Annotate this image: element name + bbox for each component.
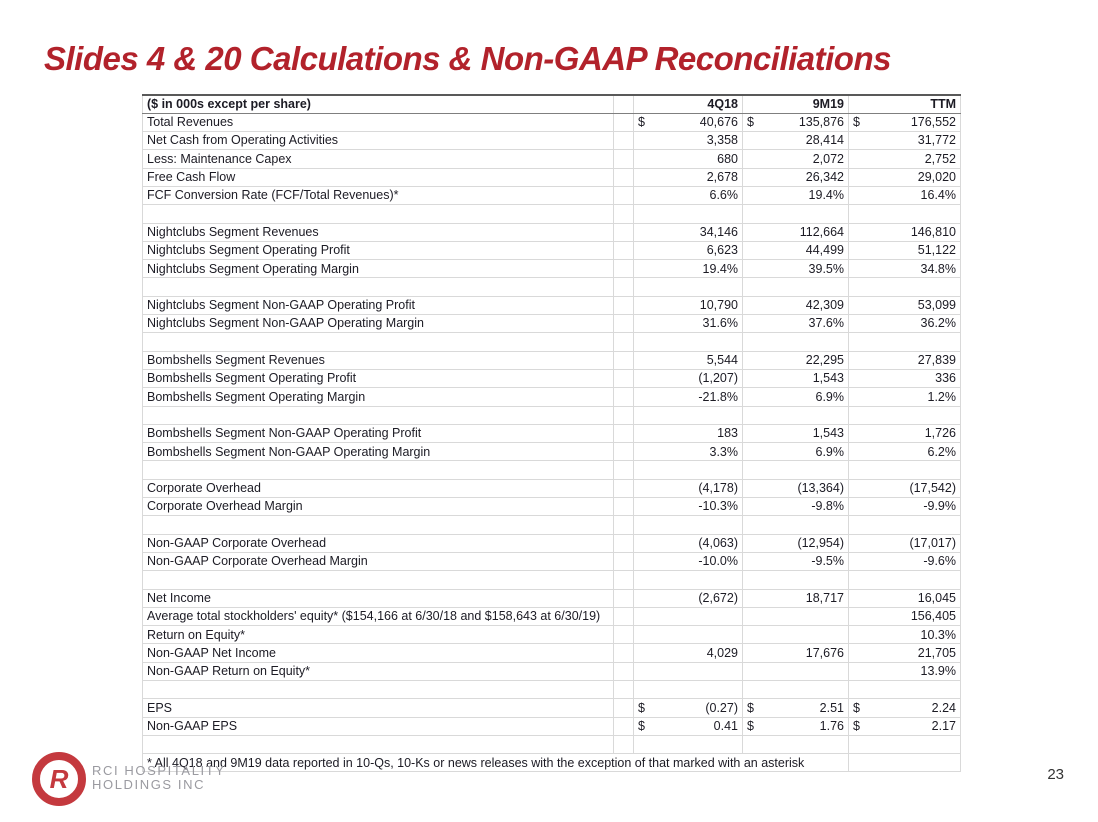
table-row-blank	[143, 205, 961, 223]
value-cell	[743, 681, 849, 699]
value-cell: 31,772	[849, 132, 961, 150]
value-cell: 336	[849, 369, 961, 387]
table-row	[143, 662, 961, 680]
spacer-cell	[614, 296, 634, 314]
value-cell	[743, 607, 849, 625]
value-cell	[634, 406, 743, 424]
value-cell: -9.5%	[743, 552, 849, 570]
value-cell: 156,405	[849, 607, 961, 625]
row-label: Net Cash from Operating Activities	[143, 132, 614, 150]
value-cell: 2,678	[634, 168, 743, 186]
value-cell	[634, 516, 743, 534]
row-label: Nightclubs Segment Non-GAAP Operating Margin	[143, 315, 614, 333]
table-row	[143, 534, 961, 552]
row-label: FCF Conversion Rate (FCF/Total Revenues)*	[143, 186, 614, 204]
spacer-cell	[614, 571, 634, 589]
spacer-cell	[614, 644, 634, 662]
cell-value: 1.76	[819, 718, 844, 733]
value-cell: 3,358	[634, 132, 743, 150]
row-label	[143, 406, 614, 424]
value-cell: 3.3%	[634, 443, 743, 461]
value-cell: 10,790	[634, 296, 743, 314]
value-cell: 44,499	[743, 241, 849, 259]
row-label	[143, 461, 614, 479]
cell-value: 0.41	[713, 718, 738, 733]
value-cell	[743, 717, 849, 735]
spacer-cell	[614, 735, 634, 753]
spacer-cell	[614, 205, 634, 223]
table-row	[143, 589, 961, 607]
currency-symbol: $	[853, 700, 860, 715]
table-row	[143, 717, 961, 735]
table-row	[143, 552, 961, 570]
value-cell: 1,543	[743, 424, 849, 442]
spacer-cell	[614, 662, 634, 680]
spacer-cell	[614, 479, 634, 497]
cell-value: 2.51	[819, 700, 844, 715]
table-row	[143, 443, 961, 461]
spacer-cell	[614, 351, 634, 369]
spacer-cell	[614, 260, 634, 278]
value-cell: 19.4%	[743, 186, 849, 204]
value-cell	[849, 681, 961, 699]
value-cell: (1,207)	[634, 369, 743, 387]
row-label: Return on Equity*	[143, 626, 614, 644]
row-label: Total Revenues	[143, 113, 614, 131]
value-cell: 183	[634, 424, 743, 442]
value-cell: 5,544	[634, 351, 743, 369]
spacer-cell	[614, 406, 634, 424]
value-cell: -10.0%	[634, 552, 743, 570]
spacer-cell	[614, 717, 634, 735]
value-cell	[849, 278, 961, 296]
value-cell	[634, 461, 743, 479]
table-row-blank	[143, 461, 961, 479]
value-cell: 1,543	[743, 369, 849, 387]
value-cell: 29,020	[849, 168, 961, 186]
value-cell: (17,017)	[849, 534, 961, 552]
value-cell: 6.9%	[743, 443, 849, 461]
spacer-cell	[614, 607, 634, 625]
row-label: Non-GAAP Corporate Overhead	[143, 534, 614, 552]
value-cell: -9.6%	[849, 552, 961, 570]
spacer-cell	[614, 186, 634, 204]
value-cell: 6.9%	[743, 388, 849, 406]
footnote-empty-cell	[849, 754, 961, 772]
logo-line2: HOLDINGS INC	[92, 777, 206, 792]
value-cell: (12,954)	[743, 534, 849, 552]
value-cell: 28,414	[743, 132, 849, 150]
row-label	[143, 571, 614, 589]
value-cell	[849, 461, 961, 479]
value-cell	[634, 717, 743, 735]
value-cell: 26,342	[743, 168, 849, 186]
row-label: Non-GAAP EPS	[143, 717, 614, 735]
value-cell: 16.4%	[849, 186, 961, 204]
value-cell: 22,295	[743, 351, 849, 369]
table-row	[143, 644, 961, 662]
spacer-cell	[614, 223, 634, 241]
table-row-blank	[143, 516, 961, 534]
value-cell	[634, 699, 743, 717]
row-label: Corporate Overhead Margin	[143, 498, 614, 516]
logo-letter: R	[49, 763, 69, 794]
table-row	[143, 113, 961, 131]
column-header-ttm: TTM	[849, 95, 961, 113]
row-label: Bombshells Segment Revenues	[143, 351, 614, 369]
value-cell: 34.8%	[849, 260, 961, 278]
table-row-blank	[143, 681, 961, 699]
spacer-cell	[614, 461, 634, 479]
row-label: Non-GAAP Net Income	[143, 644, 614, 662]
value-cell	[743, 406, 849, 424]
footnote-text: * All 4Q18 and 9M19 data reported in 10-Qs, 10-Ks or news releases with the exception of that marked with an asterisk	[143, 754, 849, 772]
table-row	[143, 351, 961, 369]
value-cell: 6.6%	[634, 186, 743, 204]
spacer-cell	[614, 132, 634, 150]
column-header-9m19: 9M19	[743, 95, 849, 113]
currency-symbol: $	[853, 115, 860, 130]
spacer-cell	[614, 150, 634, 168]
table-row	[143, 223, 961, 241]
row-label: Nightclubs Segment Revenues	[143, 223, 614, 241]
currency-symbol: $	[638, 115, 645, 130]
value-cell	[743, 571, 849, 589]
spacer-cell	[614, 424, 634, 442]
value-cell	[849, 516, 961, 534]
value-cell	[743, 113, 849, 131]
value-cell: 2,072	[743, 150, 849, 168]
table-row	[143, 260, 961, 278]
spacer-cell	[614, 681, 634, 699]
spacer-cell	[614, 516, 634, 534]
value-cell: -21.8%	[634, 388, 743, 406]
row-label: Nightclubs Segment Non-GAAP Operating Profit	[143, 296, 614, 314]
value-cell	[634, 662, 743, 680]
spacer-cell	[614, 113, 634, 131]
spacer-cell	[614, 241, 634, 259]
spacer-cell	[614, 388, 634, 406]
row-label: Bombshells Segment Non-GAAP Operating Profit	[143, 424, 614, 442]
value-cell: (2,672)	[634, 589, 743, 607]
row-label	[143, 205, 614, 223]
row-label: Average total stockholders' equity* ($154,166 at 6/30/18 and $158,643 at 6/30/19)	[143, 607, 614, 625]
value-cell: 51,122	[849, 241, 961, 259]
value-cell	[634, 333, 743, 351]
logo-line1: RCI HOSPITALITY	[92, 763, 226, 778]
row-label: Nightclubs Segment Operating Margin	[143, 260, 614, 278]
value-cell	[634, 681, 743, 699]
value-cell: 31.6%	[634, 315, 743, 333]
table-row-blank	[143, 406, 961, 424]
value-cell	[849, 113, 961, 131]
table-row	[143, 186, 961, 204]
value-cell: 39.5%	[743, 260, 849, 278]
value-cell	[743, 278, 849, 296]
table-row	[143, 315, 961, 333]
table-row	[143, 424, 961, 442]
column-header-4q18: 4Q18	[634, 95, 743, 113]
slide-title: Slides 4 & 20 Calculations & Non-GAAP Reconciliations	[44, 40, 891, 77]
value-cell: 6,623	[634, 241, 743, 259]
value-cell: 16,045	[849, 589, 961, 607]
financial-table	[142, 94, 961, 772]
value-cell	[634, 626, 743, 644]
table-row	[143, 699, 961, 717]
value-cell: 13.9%	[849, 662, 961, 680]
table-row	[143, 241, 961, 259]
value-cell: -9.9%	[849, 498, 961, 516]
spacer-cell	[614, 498, 634, 516]
cell-value: 176,552	[910, 115, 956, 130]
page-number: 23	[1047, 766, 1064, 783]
spacer-cell	[614, 168, 634, 186]
value-cell: -10.3%	[634, 498, 743, 516]
value-cell: 53,099	[849, 296, 961, 314]
value-cell: 21,705	[849, 644, 961, 662]
currency-symbol: $	[747, 115, 754, 130]
table-row-blank	[143, 735, 961, 753]
value-cell: 19.4%	[634, 260, 743, 278]
table-header-row	[143, 95, 961, 113]
currency-symbol: $	[638, 700, 645, 715]
value-cell: (17,542)	[849, 479, 961, 497]
value-cell	[849, 571, 961, 589]
value-cell	[743, 461, 849, 479]
table-row	[143, 132, 961, 150]
currency-symbol: $	[853, 718, 860, 733]
spacer-cell	[614, 443, 634, 461]
table-row-blank	[143, 333, 961, 351]
value-cell	[849, 717, 961, 735]
value-cell: 6.2%	[849, 443, 961, 461]
value-cell: 4,029	[634, 644, 743, 662]
value-cell: -9.8%	[743, 498, 849, 516]
value-cell: 10.3%	[849, 626, 961, 644]
spacer-cell	[614, 699, 634, 717]
table-row	[143, 168, 961, 186]
row-label: Bombshells Segment Operating Margin	[143, 388, 614, 406]
currency-symbol: $	[638, 718, 645, 733]
value-cell	[849, 406, 961, 424]
value-cell	[743, 699, 849, 717]
row-label: Bombshells Segment Operating Profit	[143, 369, 614, 387]
value-cell	[634, 735, 743, 753]
value-cell: 18,717	[743, 589, 849, 607]
value-cell	[634, 205, 743, 223]
rci-ring-r-icon	[32, 752, 86, 806]
value-cell: 680	[634, 150, 743, 168]
value-cell	[849, 205, 961, 223]
cell-value: 2.17	[931, 718, 956, 733]
row-label: Net Income	[143, 589, 614, 607]
row-label: Non-GAAP Corporate Overhead Margin	[143, 552, 614, 570]
value-cell	[743, 626, 849, 644]
value-cell: 1,726	[849, 424, 961, 442]
table-row	[143, 296, 961, 314]
logo-text	[92, 764, 226, 792]
table-row	[143, 607, 961, 625]
row-label	[143, 333, 614, 351]
spacer-cell	[614, 626, 634, 644]
row-label: Less: Maintenance Capex	[143, 150, 614, 168]
row-label	[143, 681, 614, 699]
table-row-blank	[143, 278, 961, 296]
value-cell: (13,364)	[743, 479, 849, 497]
table-row	[143, 388, 961, 406]
row-label: Free Cash Flow	[143, 168, 614, 186]
value-cell	[849, 699, 961, 717]
row-label: Corporate Overhead	[143, 479, 614, 497]
value-cell: 37.6%	[743, 315, 849, 333]
row-label	[143, 516, 614, 534]
currency-symbol: $	[747, 718, 754, 733]
value-cell: 1.2%	[849, 388, 961, 406]
table-row	[143, 498, 961, 516]
value-cell: (4,178)	[634, 479, 743, 497]
cell-value: 2.24	[931, 700, 956, 715]
value-cell: 34,146	[634, 223, 743, 241]
row-label: Nightclubs Segment Operating Profit	[143, 241, 614, 259]
cell-value: (0.27)	[705, 700, 738, 715]
value-cell: 112,664	[743, 223, 849, 241]
value-cell: 27,839	[849, 351, 961, 369]
spacer-cell	[614, 315, 634, 333]
table-row	[143, 150, 961, 168]
currency-symbol: $	[747, 700, 754, 715]
row-label: Non-GAAP Return on Equity*	[143, 662, 614, 680]
table-row	[143, 369, 961, 387]
row-label	[143, 278, 614, 296]
value-cell	[743, 662, 849, 680]
row-label: EPS	[143, 699, 614, 717]
spacer-cell	[614, 534, 634, 552]
spacer-cell	[614, 333, 634, 351]
value-cell: 2,752	[849, 150, 961, 168]
value-cell	[849, 333, 961, 351]
value-cell	[743, 735, 849, 753]
cell-value: 40,676	[699, 115, 738, 130]
value-cell	[634, 607, 743, 625]
cell-value: 135,876	[798, 115, 844, 130]
table-row-blank	[143, 571, 961, 589]
value-cell: 17,676	[743, 644, 849, 662]
table-row	[143, 479, 961, 497]
spacer-cell	[614, 589, 634, 607]
spacer-cell	[614, 95, 634, 113]
footnote-row	[143, 754, 961, 772]
table-row	[143, 626, 961, 644]
value-cell: (4,063)	[634, 534, 743, 552]
value-cell: 36.2%	[849, 315, 961, 333]
company-logo	[32, 752, 226, 806]
value-cell	[849, 735, 961, 753]
value-cell	[634, 571, 743, 589]
value-cell: 42,309	[743, 296, 849, 314]
row-label	[143, 735, 614, 753]
value-cell	[634, 113, 743, 131]
spacer-cell	[614, 552, 634, 570]
table-units-note: ($ in 000s except per share)	[143, 95, 614, 113]
value-cell: 146,810	[849, 223, 961, 241]
value-cell	[743, 516, 849, 534]
spacer-cell	[614, 278, 634, 296]
spacer-cell	[614, 369, 634, 387]
value-cell	[634, 278, 743, 296]
value-cell	[743, 333, 849, 351]
row-label: Bombshells Segment Non-GAAP Operating Margin	[143, 443, 614, 461]
value-cell	[743, 205, 849, 223]
table-body	[143, 113, 961, 753]
